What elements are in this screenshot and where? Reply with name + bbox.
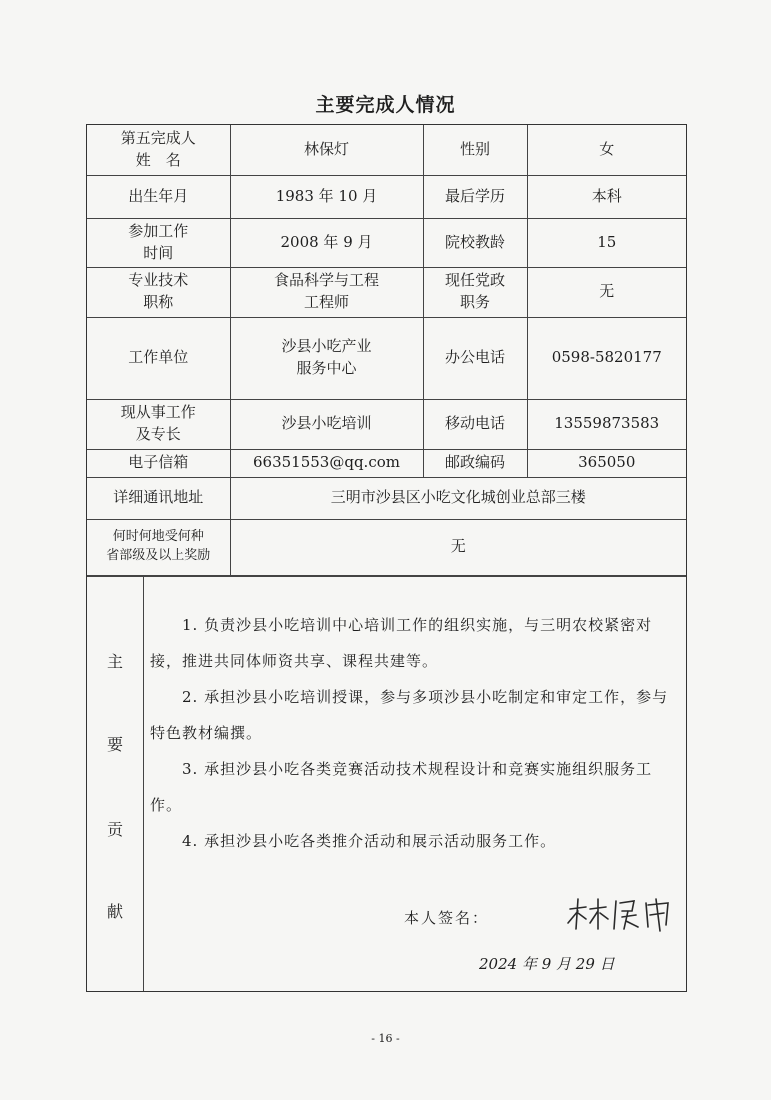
page-title: 主要完成人情况 [315,94,456,116]
name-label-text: 第五完成人 姓 名 [120,129,196,169]
postcode-value: 365050 [527,449,686,477]
signature-date-text: 2024 年 9 月 29 日 [479,954,615,973]
current-work-label [87,399,230,449]
employer-value [230,317,423,399]
email-label: 电子信箱 [87,449,230,477]
contribution-item: 2. 承担沙县小吃培训授课，参与多项沙县小吃制定和审定工作，参与特色教材编撰。 [150,687,669,742]
education-label: 最后学历 [423,175,527,218]
title-label-text: 专业技术 职称 [128,271,189,311]
birth-value: 1983 年 10 月 [230,175,423,218]
handwritten-signature [564,895,684,935]
signature-date [479,953,615,974]
contributions-body [144,577,686,991]
postcode-label: 邮政编码 [423,449,527,477]
current-work-label-text: 现从事工作 及专长 [120,403,196,443]
contributions-label-char: 贡 [106,819,123,839]
awards-value: 无 [230,519,686,575]
contribution-item: 3. 承担沙县小吃各类竞赛活动技术规程设计和竞赛实施组织服务工作。 [150,759,653,814]
education-value: 本科 [527,175,686,218]
mobile-value: 13559873583 [527,399,686,449]
gender-value: 女 [527,125,686,175]
table-row [87,449,686,477]
signature-label: 本人签名： [404,908,490,927]
contribution-item: 1. 负责沙县小吃培训中心培训工作的组织实施，与三明农校紧密对接，推进共同体师资共享、课程共建等。 [150,615,653,670]
name-label [87,125,230,175]
table-row [87,125,686,175]
table-row [87,317,686,399]
table-row [87,519,686,575]
email-value: 66351553@qq.com [230,449,423,477]
title-label [87,267,230,317]
party-post-label-text: 现任党政 职务 [444,271,505,311]
office-phone-value: 0598-5820177 [527,317,686,399]
employer-value-text: 沙县小吃产业 服务中心 [281,337,372,377]
title-value [230,267,423,317]
teaching-years-value: 15 [527,218,686,267]
title-value-text: 食品科学与工程 工程师 [273,271,379,311]
address-label: 详细通讯地址 [87,477,230,519]
birth-label: 出生年月 [87,175,230,218]
party-post-label [423,267,527,317]
info-table [87,125,686,576]
party-post-value: 无 [527,267,686,317]
teaching-years-label: 院校教龄 [423,218,527,267]
awards-label [87,519,230,575]
name-value: 林保灯 [230,125,423,175]
work-start-value: 2008 年 9 月 [230,218,423,267]
table-row [87,175,686,218]
office-phone-label: 办公电话 [423,317,527,399]
contribution-list [144,607,686,859]
page-number: - 16 - [371,1032,400,1045]
contributions-label-char: 要 [106,734,123,754]
table-row [87,267,686,317]
address-value: 三明市沙县区小吃文化城创业总部三楼 [230,477,686,519]
contributions-label [87,577,144,991]
mobile-label: 移动电话 [423,399,527,449]
table-row [87,399,686,449]
contributions-label-char: 献 [106,901,123,921]
table-row [87,477,686,519]
gender-label: 性别 [423,125,527,175]
employer-label: 工作单位 [87,317,230,399]
contributions-label-char: 主 [106,651,123,671]
current-work-value: 沙县小吃培训 [230,399,423,449]
work-start-label-text: 参加工作 时间 [128,221,189,262]
info-form [86,124,687,992]
work-start-label [87,218,230,267]
table-row [87,218,686,267]
main-contributions-section [87,576,686,991]
awards-label-text: 何时何地受何种 省部级及以上奖励 [106,529,211,563]
contribution-item: 4. 承担沙县小吃各类推介活动和展示活动服务工作。 [182,831,557,850]
